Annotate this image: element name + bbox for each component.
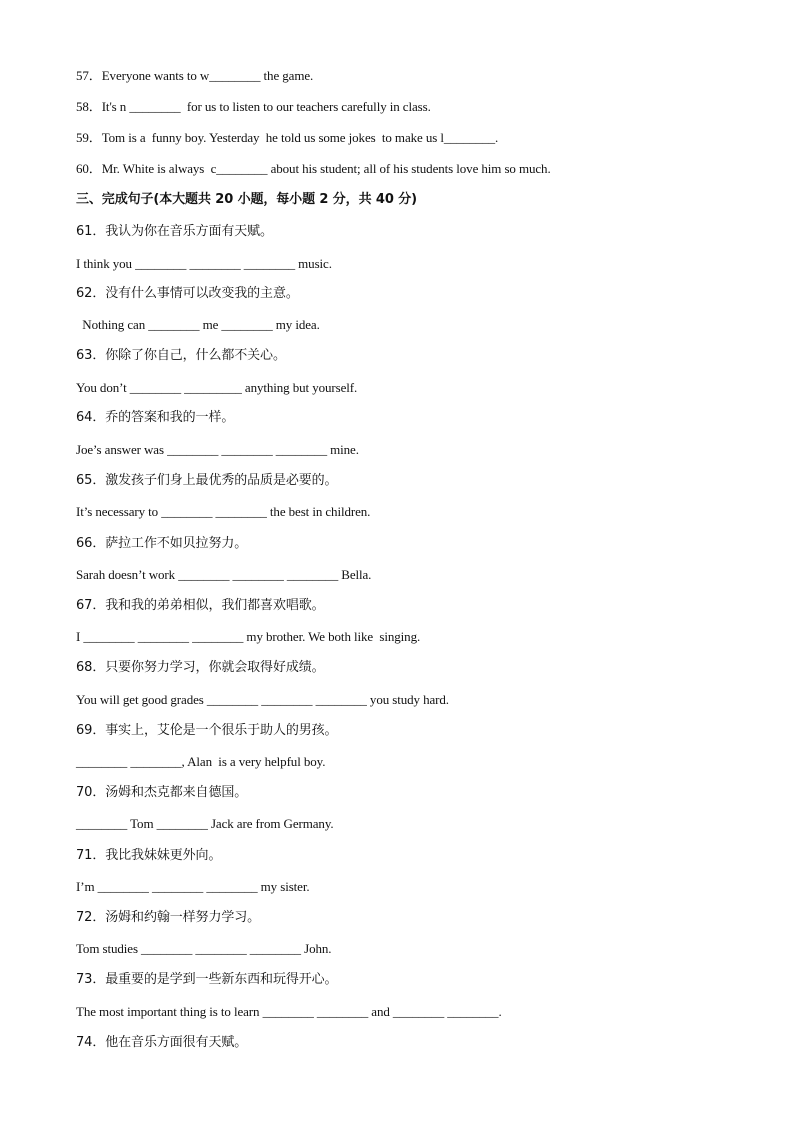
question-65-chinese: 65．激发孩子们身上最优秀的品质是必要的。 — [76, 473, 338, 488]
question-62-chinese: 62．没有什么事情可以改变我的主意。 — [76, 286, 299, 301]
question-61-chinese: 61．我认为你在音乐方面有天赋。 — [76, 224, 273, 239]
question-62-english: Nothing can ________ me ________ my idea. — [76, 317, 320, 332]
question-64-chinese: 64．乔的答案和我的一样。 — [76, 410, 235, 425]
question-66-english: Sarah doesn’t work ________ ________ ________ Bella. — [76, 567, 372, 582]
question-71-chinese: 71．我比我妹妹更外向。 — [76, 848, 222, 863]
question-61-english: I think you ________ ________ ________ music. — [76, 256, 332, 271]
question-72-english: Tom studies ________ ________ ________ John. — [76, 941, 332, 956]
question-68-chinese: 68．只要你努力学习，你就会取得好成绩。 — [76, 660, 325, 675]
question-57: 57．Everyone wants to w________ the game. — [76, 68, 314, 83]
question-69-chinese: 69．事实上，艾伦是一个很乐于助人的男孩。 — [76, 723, 338, 738]
question-66-chinese: 66．萨拉工作不如贝拉努力。 — [76, 536, 248, 551]
question-71-english: I’m ________ ________ ________ my sister. — [76, 879, 310, 894]
question-65-english: It’s necessary to ________ ________ the best in children. — [76, 504, 371, 519]
question-73-english: The most important thing is to learn ________ ________ and ________ ________. — [76, 1004, 502, 1019]
question-74-chinese: 74．他在音乐方面很有天赋。 — [76, 1035, 248, 1050]
question-70-english: ________ Tom ________ Jack are from Germany. — [76, 816, 334, 831]
question-63-english: You don’t ________ _________ anything but yourself. — [76, 380, 358, 395]
question-69-english: ________ ________, Alan is a very helpful boy. — [76, 754, 326, 769]
question-70-chinese: 70．汤姆和杰克都来自德国。 — [76, 785, 248, 800]
question-67-english: I ________ ________ ________ my brother. We both like singing. — [76, 629, 421, 644]
question-68-english: You will get good grades ________ ________ ________ you study hard. — [76, 692, 449, 707]
question-58: 58．It's n ________ for us to listen to our teachers carefully in class. — [76, 99, 431, 114]
question-60: 60．Mr. White is always c________ about his student; all of his students love him so much. — [76, 161, 551, 176]
question-72-chinese: 72．汤姆和约翰一样努力学习。 — [76, 910, 261, 925]
question-64-english: Joe’s answer was ________ ________ ________ mine. — [76, 442, 359, 457]
section-heading: 三、完成句子(本大题共 20 小题，每小题 2 分，共 40 分) — [76, 192, 417, 207]
question-73-chinese: 73．最重要的是学到一些新东西和玩得开心。 — [76, 972, 338, 987]
question-67-chinese: 67．我和我的弟弟相似，我们都喜欢唱歌。 — [76, 598, 325, 613]
question-63-chinese: 63．你除了你自己，什么都不关心。 — [76, 348, 286, 363]
question-59: 59．Tom is a funny boy. Yesterday he told us some jokes to make us l________. — [76, 130, 499, 145]
